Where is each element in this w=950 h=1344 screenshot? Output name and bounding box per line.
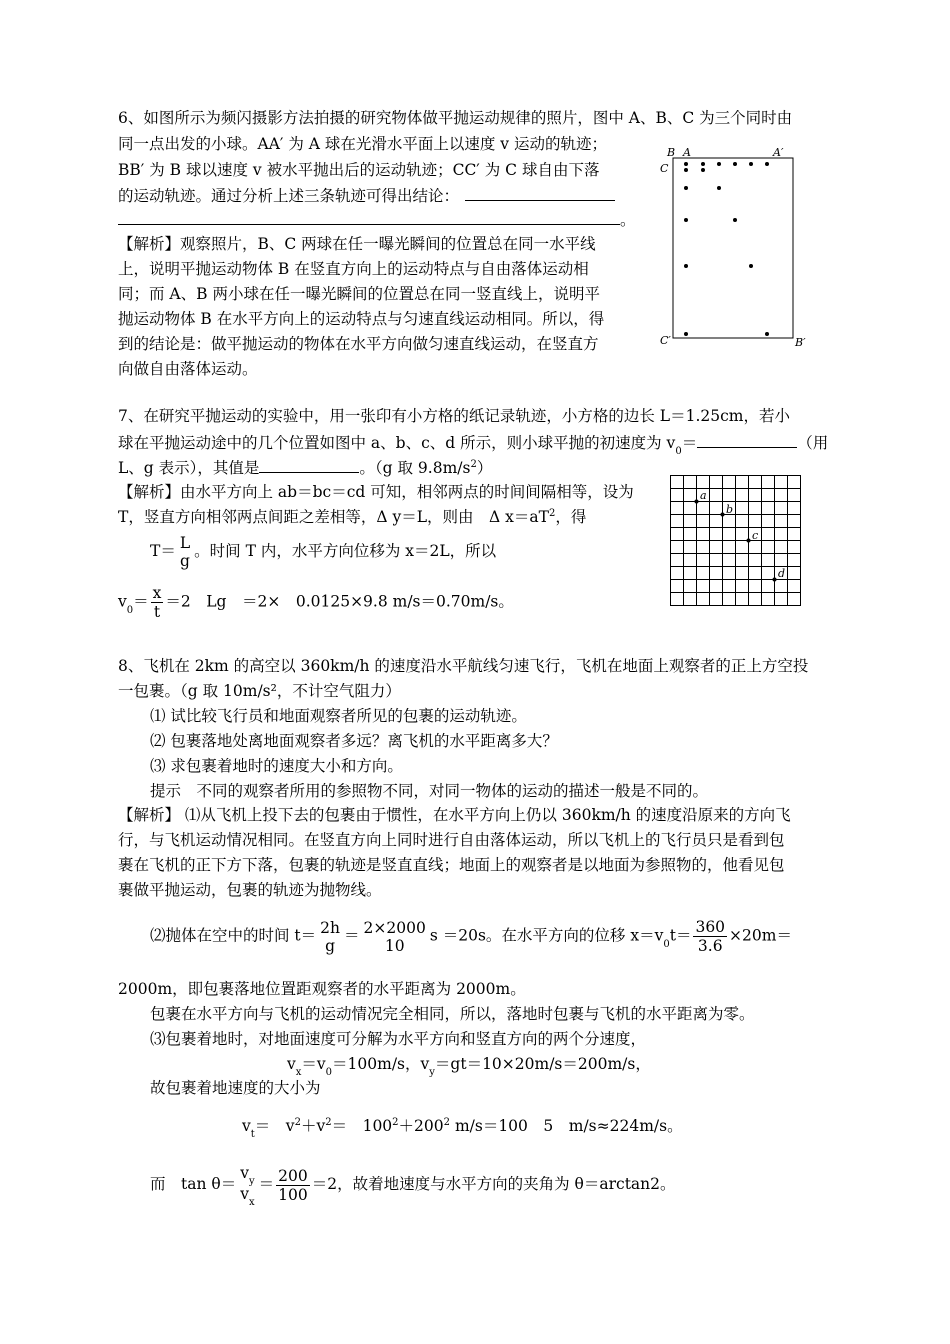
q7-analysis-2-end: ，得 (555, 508, 587, 526)
q8-vt-sub: t (250, 1129, 255, 1140)
q6-analysis-2: 上，说明平抛运动物体 B 在竖直方向上的运动特点与自由落体运动相 (118, 260, 589, 278)
q6-answer-blank-1[interactable] (465, 184, 615, 201)
q7-line-2-text: 球在平抛运动途中的几个位置如图中 a、b、c、d 所示，则小球平抛的初速度为 v (118, 434, 676, 452)
q8-vx-sub: x (295, 1067, 302, 1078)
q6-photo-frame (673, 158, 793, 338)
q8-f1-n2: 2×2000 (363, 918, 426, 937)
q8-line-2: 一包裹。（g 取 10m/s²，不计空气阻力） (118, 682, 401, 700)
q8-analysis-1: 【解析】 ⑴从飞机上投下去的包裹由于惯性，在水平方向上仍以 360km/h 的速度沿原来的方向飞 (118, 806, 791, 824)
q7-formula-v0 (118, 584, 514, 621)
q6-label-c: C (660, 162, 669, 175)
q7-equals: ＝ (681, 434, 698, 452)
q8-part-3: ⑶ 求包裹着地时的速度大小和方向。 (150, 757, 403, 775)
q7-grid-lines (670, 475, 801, 606)
q7-formula-t (150, 534, 496, 570)
q7-t-fraction (178, 534, 192, 570)
q6-dot-b (701, 168, 705, 172)
q8-tan-end: ＝2，故着地速度与水平方向的夹角为 θ＝arctan2。 (311, 1175, 676, 1193)
q7-v-lhs: v (118, 592, 127, 611)
q8-tan-frac-1 (238, 1164, 256, 1206)
q7-analysis-2-sup: 2 (548, 508, 556, 519)
q7-point-b (721, 513, 725, 517)
q7-t-lhs: T＝ (150, 542, 176, 560)
q8-vt-sq4: 2 (443, 1117, 451, 1128)
q6-answer-blank-2[interactable] (118, 208, 620, 225)
q8-formula-time (150, 918, 792, 955)
q6-dot-b (749, 264, 753, 268)
q6-line-1: 6、如图所示为频闪摄影方法拍摄的研究物体做平抛运动规律的照片，图中 A、B、C 为三个同时由 (118, 109, 793, 127)
q6-dot-b (717, 186, 721, 190)
q6-dot-a (765, 162, 769, 166)
q8-tan-frac-2 (276, 1167, 310, 1204)
q6-dot-a (684, 162, 688, 166)
q7-answer-blank-1[interactable] (697, 431, 797, 448)
q8-f1-mid: s ＝20s。在水平方向的位移 x＝v (429, 926, 664, 945)
q6-analysis-6: 向做自由落体运动。 (118, 360, 258, 378)
q7-v-eq: ＝ (133, 592, 149, 611)
q7-v-rest: ＝2 Lg ＝2× 0.0125×9.8 m/s＝0.70m/s。 (165, 592, 514, 611)
q8-tan-d1: v (240, 1185, 249, 1203)
q8-f1-n3: 360 (695, 918, 726, 936)
q8-f1-d3: 3.6 (697, 937, 723, 955)
q7-answer-blank-2[interactable] (259, 456, 359, 473)
q6-trajectory-c (684, 168, 688, 336)
q7-label-c: c (752, 529, 759, 542)
q7-grid-figure (670, 475, 802, 607)
q8-vx-val: ＝100m/s，v (332, 1055, 430, 1073)
q7-label-b: b (726, 503, 734, 516)
q6-trajectory-b (701, 168, 769, 336)
q8-vx-eq: ＝v (301, 1055, 326, 1073)
q7-line-2 (118, 431, 828, 457)
q8-speed-formula (242, 1115, 683, 1140)
q6-line-2: 同一点出发的小球。AA′ 为 A 球在光滑水平面上以速度 v 运动的轨迹； (118, 135, 607, 153)
q8-f1-eq: ＝ (344, 926, 360, 945)
q8-analysis-4: 裹做平抛运动，包裹的轨迹为抛物线。 (118, 881, 382, 899)
q8-f1-frac-2 (362, 919, 428, 955)
q8-vt-sq2: 2 (325, 1117, 332, 1128)
q7-line-3-end: ） (476, 459, 493, 477)
q8-f1-d2: 10 (384, 936, 405, 955)
q6-analysis-4: 抛运动物体 B 在水平方向上的运动特点与匀速直线运动相同。所以，得 (118, 310, 605, 328)
q6-analysis-3: 同；而 A、B 两小球在任一曝光瞬间的位置总在同一竖直线上，说明平 (118, 285, 600, 303)
q8-vt-eq2: ＝ 100 (331, 1117, 393, 1135)
q6-line-5 (118, 208, 636, 231)
q8-vt-eq: ＝ v (254, 1117, 295, 1135)
q6-analysis-5: 到的结论是：做平抛运动的物体在水平方向做匀速直线运动，在竖直方 (118, 335, 599, 353)
q7-point-d (773, 578, 777, 582)
q8-analysis-3: 裹在飞机的正下方下落，包裹的轨迹是竖直直线；地面上的观察者是以地面为参照物的，他看见包 (118, 856, 785, 874)
q8-f1-t: t＝ (669, 926, 692, 945)
q6-dot-c (684, 168, 688, 172)
q7-t-num: L (179, 534, 191, 552)
q7-line-3-g: 。（g 取 9.8m/s (359, 459, 471, 477)
q6-line-3: BB′ 为 B 球以速度 v 被水平抛出后的运动轨迹；CC′ 为 C 球自由下落 (118, 161, 600, 179)
q8-body-4: 故包裹着地速度的大小为 (150, 1079, 321, 1097)
q6-label-c-prime: C′ (660, 334, 671, 347)
q6-trajectory-a (684, 162, 769, 166)
q8-body-2: 包裹在水平方向与飞机的运动情况完全相同，所以，落地时包裹与飞机的水平距离为零。 (150, 1005, 755, 1023)
q8-f1-pre: ⑵抛体在空中的时间 t＝ (150, 926, 317, 945)
q7-line-1: 7、在研究平抛运动的实验中，用一张印有小方格的纸记录轨迹，小方格的边长 L＝1.25cm，若小 (118, 407, 790, 425)
q8-hint: 提示 不同的观察者所用的参照物不同，对同一物体的运动的描述一般是不同的。 (150, 782, 709, 800)
q8-velocity-components (287, 1053, 651, 1078)
q8-tan-formula (150, 1164, 676, 1206)
q8-line-1: 8、飞机在 2km 的高空以 360km/h 的速度沿水平航线匀速飞行，飞机在地面上观察者的正上方空投 (118, 657, 809, 675)
q6-label-a: A (683, 146, 691, 159)
q8-vy-val: ＝gt＝10×20m/s＝200m/s， (434, 1055, 651, 1073)
q6-line-4-text: 的运动轨迹。通过分析上述三条轨迹可得出结论： (118, 187, 460, 205)
q6-analysis-1: 【解析】观察照片，B、C 两球在任一曝光瞬间的位置总在同一水平线 (118, 235, 596, 253)
q8-f1-end: ×20m＝ (729, 926, 792, 945)
q6-dot-a (749, 162, 753, 166)
q6-dot-c (684, 332, 688, 336)
q7-v-sub: 0 (126, 604, 134, 616)
q6-line-4 (118, 184, 615, 207)
q6-dot-c (684, 186, 688, 190)
q7-v-fraction (151, 584, 164, 621)
q8-v0-sub: 0 (325, 1067, 333, 1078)
q8-f1-frac-1 (318, 919, 342, 955)
q7-v-num: x (152, 584, 162, 602)
q8-vt-end: m/s＝100 5 m/s≈224m/s。 (450, 1117, 683, 1135)
q6-dot-a (717, 162, 721, 166)
q8-f1-frac-3 (693, 918, 727, 955)
q8-tan-d2: 100 (278, 1185, 308, 1204)
q8-vy-sub: y (429, 1067, 435, 1078)
q7-line-3-sup: 2 (470, 459, 477, 470)
q8-tan-d1-sub: x (248, 1197, 255, 1208)
q8-analysis-2: 行，与飞机运动情况相同。在竖直方向上同时进行自由落体运动，所以飞机上的飞行员只是看到包 (118, 831, 785, 849)
q8-tan-n1-sub: y (248, 1176, 255, 1187)
q8-tan-eq: ＝ (258, 1175, 275, 1193)
q8-f1-d1: g (325, 936, 336, 955)
q8-f1-n1: 2h (320, 918, 341, 937)
q7-v0-subscript: 0 (675, 446, 682, 457)
q7-line-3 (118, 456, 492, 482)
q8-vt-sq3: 2 (392, 1117, 399, 1128)
q7-label-d: d (778, 567, 786, 580)
q7-analysis-2 (118, 506, 586, 531)
q6-dot-b (733, 218, 737, 222)
q6-dot-a (733, 162, 737, 166)
q8-tan-n2: 200 (278, 1166, 308, 1185)
q7-t-den: g (180, 552, 190, 570)
q8-f1-sub: 0 (663, 938, 670, 950)
q8-vt: v (242, 1117, 251, 1135)
q6-label-b-prime: B′ (795, 336, 806, 349)
q6-label-a-prime: A′ (773, 146, 784, 159)
q7-t-rest: 。时间 T 内，水平方向位移为 x＝2L，所以 (194, 542, 497, 560)
q8-vx: v (287, 1055, 296, 1073)
q6-dot-a (701, 162, 705, 166)
q6-dot-b (765, 332, 769, 336)
q8-body-3: ⑶包裹着地时，对地面速度可分解为水平方向和竖直方向的两个分速度， (150, 1030, 647, 1048)
q7-line-2-end: （用 (797, 434, 829, 452)
q8-part-2: ⑵ 包裹落地处离地面观察者多远？离飞机的水平距离多大？ (150, 732, 558, 750)
q7-label-a: a (700, 489, 707, 502)
q6-dot-c (684, 264, 688, 268)
q8-vt-sq1: 2 (294, 1117, 301, 1128)
q8-tan-pre: 而 tan θ＝ (150, 1175, 237, 1193)
q6-label-b: B (667, 146, 676, 159)
q8-part-1: ⑴ 试比较飞行员和地面观察者所见的包裹的运动轨迹。 (150, 707, 527, 725)
q8-body-1: 2000m，即包裹落地位置距观察者的水平距离为 2000m。 (118, 980, 526, 998)
q6-line-5-period: 。 (620, 211, 636, 229)
q7-v-den: t (153, 603, 161, 621)
q7-point-c (747, 539, 751, 543)
q8-tan-n1: v (240, 1164, 249, 1182)
q6-flash-photo-figure (655, 140, 820, 355)
q7-point-a (695, 500, 699, 504)
q8-vt-mid: ＋v (300, 1117, 326, 1135)
q7-line-3-text: L、g 表示），其值是 (118, 459, 260, 477)
q7-analysis-2-text: T，竖直方向相邻两点间距之差相等，Δ y＝L，则由 Δ x＝aT (118, 508, 549, 526)
q6-dot-c (684, 218, 688, 222)
q7-analysis-1: 【解析】由水平方向上 ab＝bc＝cd 可知，相邻两点的时间间隔相等，设为 (118, 483, 634, 501)
q8-vt-p: ＋200 (398, 1117, 444, 1135)
